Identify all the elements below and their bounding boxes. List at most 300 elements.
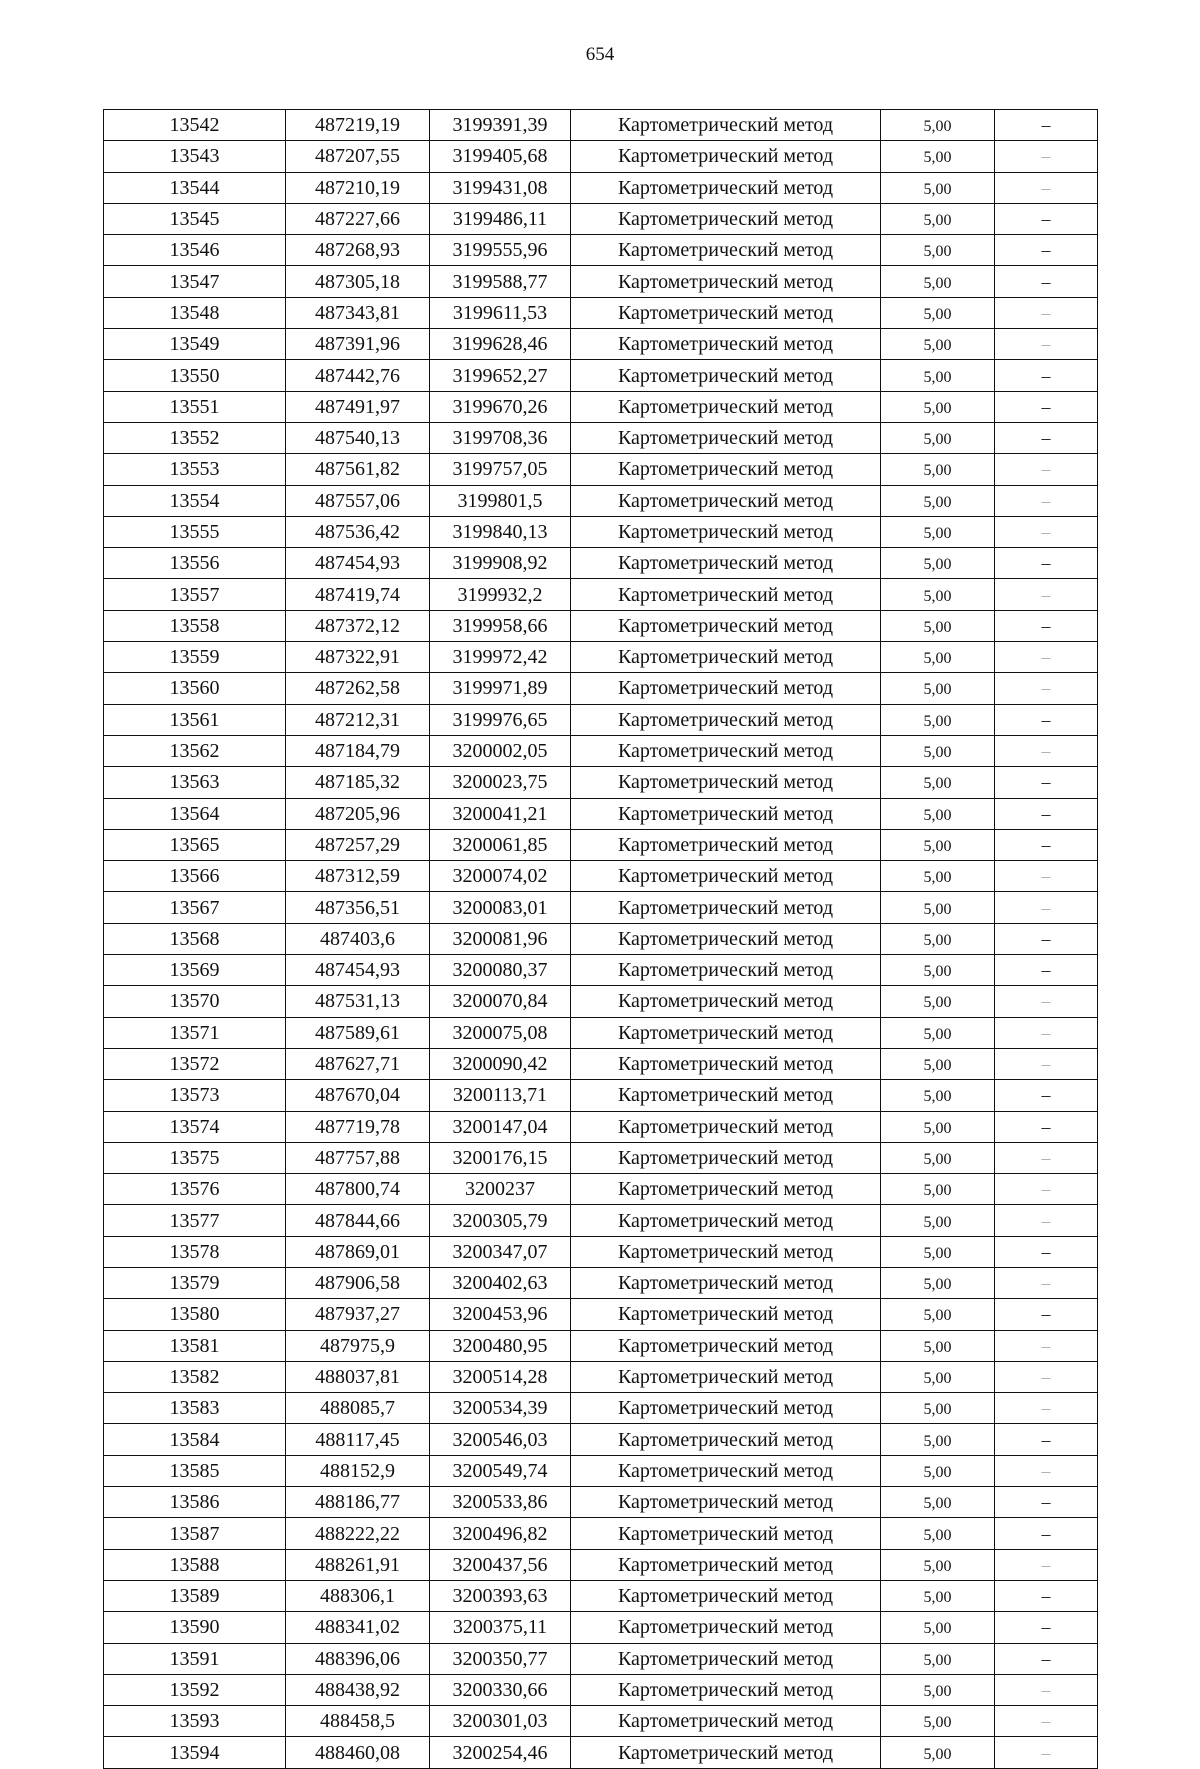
x-coordinate-cell: 487906,58: [286, 1267, 430, 1298]
point-number-cell: 13578: [104, 1236, 286, 1267]
y-coordinate-cell: 3200350,77: [430, 1643, 571, 1674]
x-coordinate-cell: 488037,81: [286, 1361, 430, 1392]
method-cell: Картометрический метод: [571, 516, 881, 547]
table-row: [104, 1017, 1098, 1048]
point-number-cell: 13550: [104, 360, 286, 391]
method-cell: Картометрический метод: [571, 1737, 881, 1768]
y-coordinate-cell: 3200514,28: [430, 1361, 571, 1392]
x-coordinate-cell: 487536,42: [286, 516, 430, 547]
table-row: [104, 203, 1098, 234]
table-row: [104, 1080, 1098, 1111]
note-cell: –: [995, 798, 1098, 829]
method-cell: Картометрический метод: [571, 610, 881, 641]
point-number-cell: 13555: [104, 516, 286, 547]
table-row: [104, 235, 1098, 266]
point-number-cell: 13543: [104, 141, 286, 172]
x-coordinate-cell: 487305,18: [286, 266, 430, 297]
point-number-cell: 13573: [104, 1080, 286, 1111]
y-coordinate-cell: 3199670,26: [430, 391, 571, 422]
point-number-cell: 13547: [104, 266, 286, 297]
x-coordinate-cell: 488117,45: [286, 1424, 430, 1455]
table-row: [104, 892, 1098, 923]
y-coordinate-cell: 3199971,89: [430, 673, 571, 704]
point-number-cell: 13557: [104, 579, 286, 610]
method-cell: Картометрический метод: [571, 454, 881, 485]
table-row: [104, 1455, 1098, 1486]
y-coordinate-cell: 3199840,13: [430, 516, 571, 547]
accuracy-cell: 5,00: [881, 391, 995, 422]
point-number-cell: 13549: [104, 329, 286, 360]
point-number-cell: 13558: [104, 610, 286, 641]
note-cell: –: [995, 454, 1098, 485]
x-coordinate-cell: 487312,59: [286, 861, 430, 892]
table-row: [104, 1205, 1098, 1236]
table-row: [104, 297, 1098, 328]
method-cell: Картометрический метод: [571, 360, 881, 391]
x-coordinate-cell: 487257,29: [286, 829, 430, 860]
point-number-cell: 13583: [104, 1393, 286, 1424]
point-number-cell: 13576: [104, 1174, 286, 1205]
x-coordinate-cell: 487561,82: [286, 454, 430, 485]
accuracy-cell: 5,00: [881, 1142, 995, 1173]
x-coordinate-cell: 487531,13: [286, 986, 430, 1017]
point-number-cell: 13542: [104, 110, 286, 141]
note-cell: –: [995, 1142, 1098, 1173]
accuracy-cell: 5,00: [881, 1518, 995, 1549]
table-row: [104, 454, 1098, 485]
point-number-cell: 13571: [104, 1017, 286, 1048]
method-cell: Картометрический метод: [571, 579, 881, 610]
y-coordinate-cell: 3199958,66: [430, 610, 571, 641]
method-cell: Картометрический метод: [571, 1549, 881, 1580]
x-coordinate-cell: 487219,19: [286, 110, 430, 141]
accuracy-cell: 5,00: [881, 735, 995, 766]
x-coordinate-cell: 487975,9: [286, 1330, 430, 1361]
x-coordinate-cell: 487800,74: [286, 1174, 430, 1205]
note-cell: –: [995, 329, 1098, 360]
note-cell: –: [995, 1455, 1098, 1486]
x-coordinate-cell: 487210,19: [286, 172, 430, 203]
method-cell: Картометрический метод: [571, 172, 881, 203]
accuracy-cell: 5,00: [881, 1111, 995, 1142]
x-coordinate-cell: 488341,02: [286, 1612, 430, 1643]
x-coordinate-cell: 487212,31: [286, 704, 430, 735]
accuracy-cell: 5,00: [881, 861, 995, 892]
y-coordinate-cell: 3200113,71: [430, 1080, 571, 1111]
table-row: [104, 1299, 1098, 1330]
table-row: [104, 110, 1098, 141]
table-row: [104, 1674, 1098, 1705]
method-cell: Картометрический метод: [571, 861, 881, 892]
table-row: [104, 1142, 1098, 1173]
x-coordinate-cell: 487454,93: [286, 955, 430, 986]
y-coordinate-cell: 3199555,96: [430, 235, 571, 266]
point-number-cell: 13556: [104, 548, 286, 579]
accuracy-cell: 5,00: [881, 704, 995, 735]
y-coordinate-cell: 3200080,37: [430, 955, 571, 986]
accuracy-cell: 5,00: [881, 1706, 995, 1737]
accuracy-cell: 5,00: [881, 1580, 995, 1611]
point-number-cell: 13577: [104, 1205, 286, 1236]
note-cell: –: [995, 172, 1098, 203]
table-row: [104, 1518, 1098, 1549]
accuracy-cell: 5,00: [881, 986, 995, 1017]
y-coordinate-cell: 3200393,63: [430, 1580, 571, 1611]
y-coordinate-cell: 3200347,07: [430, 1236, 571, 1267]
table-row: [104, 485, 1098, 516]
point-number-cell: 13590: [104, 1612, 286, 1643]
method-cell: Картометрический метод: [571, 642, 881, 673]
y-coordinate-cell: 3200041,21: [430, 798, 571, 829]
table-row: [104, 798, 1098, 829]
note-cell: –: [995, 892, 1098, 923]
point-number-cell: 13574: [104, 1111, 286, 1142]
y-coordinate-cell: 3200002,05: [430, 735, 571, 766]
method-cell: Картометрический метод: [571, 235, 881, 266]
x-coordinate-cell: 487419,74: [286, 579, 430, 610]
x-coordinate-cell: 487322,91: [286, 642, 430, 673]
point-number-cell: 13580: [104, 1299, 286, 1330]
note-cell: –: [995, 1706, 1098, 1737]
note-cell: –: [995, 923, 1098, 954]
x-coordinate-cell: 487670,04: [286, 1080, 430, 1111]
point-number-cell: 13567: [104, 892, 286, 923]
point-number-cell: 13566: [104, 861, 286, 892]
method-cell: Картометрический метод: [571, 923, 881, 954]
y-coordinate-cell: 3200083,01: [430, 892, 571, 923]
point-number-cell: 13548: [104, 297, 286, 328]
method-cell: Картометрический метод: [571, 1236, 881, 1267]
accuracy-cell: 5,00: [881, 297, 995, 328]
point-number-cell: 13591: [104, 1643, 286, 1674]
x-coordinate-cell: 488396,06: [286, 1643, 430, 1674]
table-row: [104, 548, 1098, 579]
y-coordinate-cell: 3199908,92: [430, 548, 571, 579]
x-coordinate-cell: 487268,93: [286, 235, 430, 266]
table-row: [104, 1393, 1098, 1424]
table-row: [104, 1487, 1098, 1518]
point-number-cell: 13559: [104, 642, 286, 673]
note-cell: –: [995, 1267, 1098, 1298]
table-row: [104, 1361, 1098, 1392]
table-row: [104, 829, 1098, 860]
note-cell: –: [995, 704, 1098, 735]
method-cell: Картометрический метод: [571, 1048, 881, 1079]
method-cell: Картометрический метод: [571, 735, 881, 766]
table-row: [104, 861, 1098, 892]
table-row: [104, 266, 1098, 297]
note-cell: –: [995, 391, 1098, 422]
accuracy-cell: 5,00: [881, 1455, 995, 1486]
note-cell: –: [995, 1236, 1098, 1267]
accuracy-cell: 5,00: [881, 1205, 995, 1236]
note-cell: –: [995, 422, 1098, 453]
note-cell: –: [995, 1580, 1098, 1611]
point-number-cell: 13581: [104, 1330, 286, 1361]
point-number-cell: 13552: [104, 422, 286, 453]
point-number-cell: 13589: [104, 1580, 286, 1611]
table-row: [104, 1174, 1098, 1205]
point-number-cell: 13562: [104, 735, 286, 766]
method-cell: Картометрический метод: [571, 986, 881, 1017]
method-cell: Картометрический метод: [571, 798, 881, 829]
table-row: [104, 1643, 1098, 1674]
accuracy-cell: 5,00: [881, 892, 995, 923]
x-coordinate-cell: 487844,66: [286, 1205, 430, 1236]
y-coordinate-cell: 3200533,86: [430, 1487, 571, 1518]
table-row: [104, 642, 1098, 673]
x-coordinate-cell: 488460,08: [286, 1737, 430, 1768]
y-coordinate-cell: 3200496,82: [430, 1518, 571, 1549]
method-cell: Картометрический метод: [571, 829, 881, 860]
method-cell: Картометрический метод: [571, 892, 881, 923]
note-cell: –: [995, 1612, 1098, 1643]
method-cell: Картометрический метод: [571, 1267, 881, 1298]
y-coordinate-cell: 3199628,46: [430, 329, 571, 360]
point-number-cell: 13551: [104, 391, 286, 422]
method-cell: Картометрический метод: [571, 391, 881, 422]
y-coordinate-cell: 3200330,66: [430, 1674, 571, 1705]
y-coordinate-cell: 3199976,65: [430, 704, 571, 735]
method-cell: Картометрический метод: [571, 1487, 881, 1518]
point-number-cell: 13544: [104, 172, 286, 203]
y-coordinate-cell: 3200081,96: [430, 923, 571, 954]
table-row: [104, 1737, 1098, 1768]
x-coordinate-cell: 487184,79: [286, 735, 430, 766]
note-cell: –: [995, 579, 1098, 610]
method-cell: Картометрический метод: [571, 297, 881, 328]
x-coordinate-cell: 487627,71: [286, 1048, 430, 1079]
x-coordinate-cell: 488438,92: [286, 1674, 430, 1705]
method-cell: Картометрический метод: [571, 1393, 881, 1424]
note-cell: –: [995, 1174, 1098, 1205]
x-coordinate-cell: 487869,01: [286, 1236, 430, 1267]
note-cell: –: [995, 1518, 1098, 1549]
note-cell: –: [995, 1330, 1098, 1361]
x-coordinate-cell: 487719,78: [286, 1111, 430, 1142]
table-row: [104, 516, 1098, 547]
x-coordinate-cell: 488222,22: [286, 1518, 430, 1549]
note-cell: –: [995, 610, 1098, 641]
table-row: [104, 329, 1098, 360]
accuracy-cell: 5,00: [881, 235, 995, 266]
point-number-cell: 13563: [104, 767, 286, 798]
point-number-cell: 13579: [104, 1267, 286, 1298]
method-cell: Картометрический метод: [571, 203, 881, 234]
method-cell: Картометрический метод: [571, 141, 881, 172]
accuracy-cell: 5,00: [881, 1236, 995, 1267]
table-row: [104, 172, 1098, 203]
note-cell: –: [995, 1424, 1098, 1455]
accuracy-cell: 5,00: [881, 1393, 995, 1424]
method-cell: Картометрический метод: [571, 767, 881, 798]
accuracy-cell: 5,00: [881, 485, 995, 516]
table-row: [104, 673, 1098, 704]
point-number-cell: 13582: [104, 1361, 286, 1392]
y-coordinate-cell: 3200546,03: [430, 1424, 571, 1455]
coordinates-table: [103, 109, 1098, 1769]
y-coordinate-cell: 3199801,5: [430, 485, 571, 516]
point-number-cell: 13545: [104, 203, 286, 234]
x-coordinate-cell: 487442,76: [286, 360, 430, 391]
method-cell: Картометрический метод: [571, 704, 881, 735]
x-coordinate-cell: 488306,1: [286, 1580, 430, 1611]
note-cell: –: [995, 297, 1098, 328]
accuracy-cell: 5,00: [881, 266, 995, 297]
x-coordinate-cell: 487757,88: [286, 1142, 430, 1173]
method-cell: Картометрический метод: [571, 673, 881, 704]
method-cell: Картометрический метод: [571, 1111, 881, 1142]
accuracy-cell: 5,00: [881, 1048, 995, 1079]
table-row: [104, 1048, 1098, 1079]
point-number-cell: 13593: [104, 1706, 286, 1737]
y-coordinate-cell: 3200237: [430, 1174, 571, 1205]
note-cell: –: [995, 861, 1098, 892]
y-coordinate-cell: 3199708,36: [430, 422, 571, 453]
y-coordinate-cell: 3200176,15: [430, 1142, 571, 1173]
x-coordinate-cell: 487403,6: [286, 923, 430, 954]
accuracy-cell: 5,00: [881, 422, 995, 453]
method-cell: Картометрический метод: [571, 1142, 881, 1173]
accuracy-cell: 5,00: [881, 1674, 995, 1705]
accuracy-cell: 5,00: [881, 579, 995, 610]
x-coordinate-cell: 487185,32: [286, 767, 430, 798]
x-coordinate-cell: 487491,97: [286, 391, 430, 422]
note-cell: –: [995, 516, 1098, 547]
y-coordinate-cell: 3200147,04: [430, 1111, 571, 1142]
page-number: 654: [585, 44, 615, 65]
method-cell: Картометрический метод: [571, 1330, 881, 1361]
table-row: [104, 422, 1098, 453]
coordinates-table-body: [104, 110, 1098, 1769]
method-cell: Картометрический метод: [571, 1518, 881, 1549]
table-row: [104, 141, 1098, 172]
accuracy-cell: 5,00: [881, 1549, 995, 1580]
note-cell: –: [995, 485, 1098, 516]
table-row: [104, 610, 1098, 641]
method-cell: Картометрический метод: [571, 1174, 881, 1205]
table-row: [104, 391, 1098, 422]
point-number-cell: 13585: [104, 1455, 286, 1486]
note-cell: –: [995, 955, 1098, 986]
table-row: [104, 1612, 1098, 1643]
method-cell: Картометрический метод: [571, 1424, 881, 1455]
accuracy-cell: 5,00: [881, 1017, 995, 1048]
table-row: [104, 1236, 1098, 1267]
accuracy-cell: 5,00: [881, 923, 995, 954]
y-coordinate-cell: 3200437,56: [430, 1549, 571, 1580]
method-cell: Картометрический метод: [571, 1706, 881, 1737]
note-cell: –: [995, 1643, 1098, 1674]
point-number-cell: 13575: [104, 1142, 286, 1173]
point-number-cell: 13587: [104, 1518, 286, 1549]
note-cell: –: [995, 141, 1098, 172]
y-coordinate-cell: 3199652,27: [430, 360, 571, 391]
accuracy-cell: 5,00: [881, 798, 995, 829]
point-number-cell: 13584: [104, 1424, 286, 1455]
note-cell: –: [995, 203, 1098, 234]
note-cell: –: [995, 548, 1098, 579]
note-cell: –: [995, 360, 1098, 391]
y-coordinate-cell: 3200305,79: [430, 1205, 571, 1236]
accuracy-cell: 5,00: [881, 1487, 995, 1518]
y-coordinate-cell: 3199588,77: [430, 266, 571, 297]
table-row: [104, 1111, 1098, 1142]
point-number-cell: 13572: [104, 1048, 286, 1079]
table-row: [104, 704, 1098, 735]
note-cell: –: [995, 266, 1098, 297]
x-coordinate-cell: 487937,27: [286, 1299, 430, 1330]
accuracy-cell: 5,00: [881, 329, 995, 360]
accuracy-cell: 5,00: [881, 610, 995, 641]
y-coordinate-cell: 3199405,68: [430, 141, 571, 172]
x-coordinate-cell: 487205,96: [286, 798, 430, 829]
y-coordinate-cell: 3199932,2: [430, 579, 571, 610]
point-number-cell: 13560: [104, 673, 286, 704]
accuracy-cell: 5,00: [881, 642, 995, 673]
accuracy-cell: 5,00: [881, 1080, 995, 1111]
y-coordinate-cell: 3199611,53: [430, 297, 571, 328]
method-cell: Картометрический метод: [571, 955, 881, 986]
method-cell: Картометрический метод: [571, 1361, 881, 1392]
point-number-cell: 13564: [104, 798, 286, 829]
accuracy-cell: 5,00: [881, 1361, 995, 1392]
y-coordinate-cell: 3200090,42: [430, 1048, 571, 1079]
point-number-cell: 13586: [104, 1487, 286, 1518]
accuracy-cell: 5,00: [881, 1299, 995, 1330]
table-row: [104, 1330, 1098, 1361]
point-number-cell: 13570: [104, 986, 286, 1017]
point-number-cell: 13592: [104, 1674, 286, 1705]
x-coordinate-cell: 487540,13: [286, 422, 430, 453]
point-number-cell: 13546: [104, 235, 286, 266]
table-row: [104, 579, 1098, 610]
y-coordinate-cell: 3200453,96: [430, 1299, 571, 1330]
note-cell: –: [995, 642, 1098, 673]
note-cell: –: [995, 829, 1098, 860]
note-cell: –: [995, 1549, 1098, 1580]
method-cell: Картометрический метод: [571, 1674, 881, 1705]
table-row: [104, 1580, 1098, 1611]
point-number-cell: 13569: [104, 955, 286, 986]
note-cell: –: [995, 1674, 1098, 1705]
accuracy-cell: 5,00: [881, 172, 995, 203]
note-cell: –: [995, 1205, 1098, 1236]
y-coordinate-cell: 3200074,02: [430, 861, 571, 892]
accuracy-cell: 5,00: [881, 1643, 995, 1674]
y-coordinate-cell: 3200061,85: [430, 829, 571, 860]
note-cell: –: [995, 1393, 1098, 1424]
y-coordinate-cell: 3200254,46: [430, 1737, 571, 1768]
table-row: [104, 1706, 1098, 1737]
table-row: [104, 767, 1098, 798]
method-cell: Картометрический метод: [571, 1205, 881, 1236]
x-coordinate-cell: 487207,55: [286, 141, 430, 172]
table-row: [104, 955, 1098, 986]
note-cell: –: [995, 110, 1098, 141]
method-cell: Картометрический метод: [571, 110, 881, 141]
x-coordinate-cell: 488458,5: [286, 1706, 430, 1737]
note-cell: –: [995, 735, 1098, 766]
table-row: [104, 986, 1098, 1017]
x-coordinate-cell: 487589,61: [286, 1017, 430, 1048]
accuracy-cell: 5,00: [881, 673, 995, 704]
method-cell: Картометрический метод: [571, 485, 881, 516]
y-coordinate-cell: 3200301,03: [430, 1706, 571, 1737]
x-coordinate-cell: 487356,51: [286, 892, 430, 923]
accuracy-cell: 5,00: [881, 548, 995, 579]
method-cell: Картометрический метод: [571, 329, 881, 360]
